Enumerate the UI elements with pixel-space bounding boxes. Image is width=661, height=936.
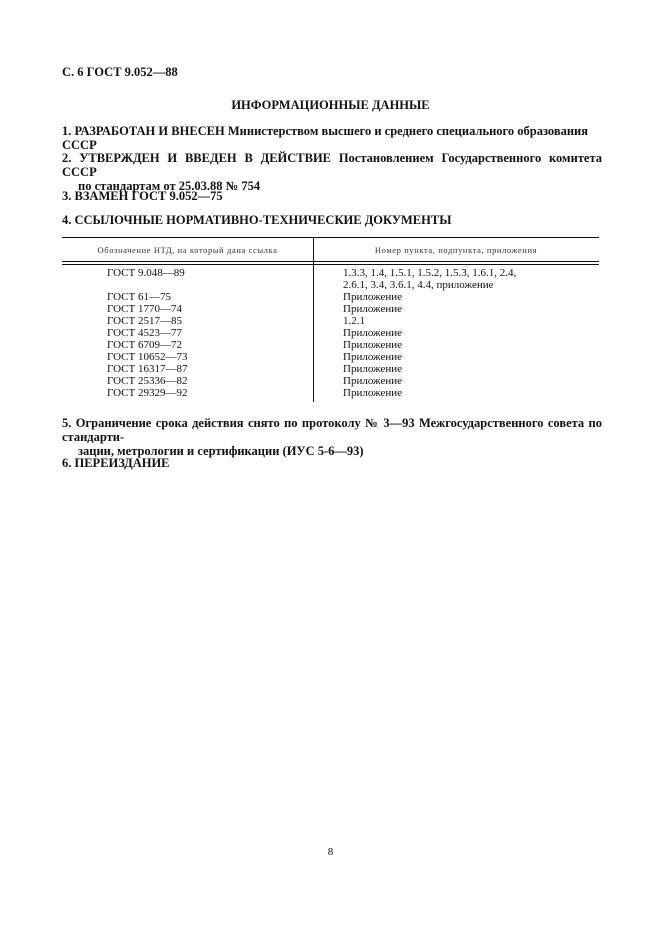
cell-clause-line1: 1.3.3, 1.4, 1.5.1, 1.5.2, 1.5.3, 1.6.1, 2.4, xyxy=(343,267,517,279)
table-top-rule xyxy=(62,237,599,238)
cell-document: ГОСТ 61—75 xyxy=(107,291,171,303)
table-row xyxy=(62,267,599,291)
cell-document: ГОСТ 6709—72 xyxy=(107,339,182,351)
cell-document: ГОСТ 1770—74 xyxy=(107,303,182,315)
table-row xyxy=(62,327,599,339)
item-text: ПЕРЕИЗДАНИЕ xyxy=(74,456,170,470)
item-6 xyxy=(62,456,602,470)
cell-document: ГОСТ 10652—73 xyxy=(107,351,188,363)
cell-document: ГОСТ 4523—77 xyxy=(107,327,182,339)
item-text: РАЗРАБОТАН И ВНЕСЕН Министерством высшего и среднего специального образования СССР xyxy=(62,124,589,152)
cell-clause xyxy=(313,267,599,291)
item-number: 1. xyxy=(62,124,72,138)
cell-clause: Приложение xyxy=(343,351,403,363)
table-row xyxy=(62,387,599,399)
item-text: УТВЕРЖДЕН И ВВЕДЕН В ДЕЙСТВИЕ Постановлением Государственного комитета СССР xyxy=(62,151,603,179)
cell-clause: Приложение xyxy=(343,339,403,351)
table-row xyxy=(62,375,599,387)
page-number: 8 xyxy=(327,846,334,858)
table-body xyxy=(62,267,599,399)
item-3 xyxy=(62,189,602,203)
cell-clause: Приложение xyxy=(343,303,403,315)
item-text: ВЗАМЕН ГОСТ 9.052—75 xyxy=(74,189,223,203)
cell-document: ГОСТ 16317—87 xyxy=(107,363,188,375)
item-text: ССЫЛОЧНЫЕ НОРМАТИВНО-ТЕХНИЧЕСКИЕ ДОКУМЕНТЫ xyxy=(74,213,452,227)
cell-clause-line2: 2.6.1, 3.4, 3.6.1, 4.4, приложение xyxy=(343,279,494,291)
item-text: Ограничение срока действия снято по протоколу № 3—93 Межгосударственного совета по стандарти- xyxy=(62,416,603,444)
cell-clause: Приложение xyxy=(343,327,403,339)
column-header-clause: Номер пункта, подпункта, приложения xyxy=(374,245,538,255)
table-row xyxy=(62,315,599,327)
cell-document: ГОСТ 29329—92 xyxy=(107,387,188,399)
table-header-double-rule xyxy=(62,261,599,265)
item-number: 6. xyxy=(62,456,72,470)
item-number: 5. xyxy=(62,416,72,430)
item-2 xyxy=(62,151,602,193)
cell-clause: 1.2.1 xyxy=(343,315,365,327)
cell-document: ГОСТ 25336—82 xyxy=(107,375,188,387)
item-number: 4. xyxy=(62,213,72,227)
item-4 xyxy=(62,213,602,227)
item-number: 3. xyxy=(62,189,72,203)
table-row xyxy=(62,351,599,363)
item-1 xyxy=(62,124,602,152)
table-row xyxy=(62,339,599,351)
cell-document: ГОСТ 2517—85 xyxy=(107,315,182,327)
cell-document: ГОСТ 9.048—89 xyxy=(107,267,185,279)
cell-clause: Приложение xyxy=(343,375,403,387)
column-header-document: Обозначение НТД, на который дана ссылка xyxy=(97,245,278,255)
item-text-continued: по стандартам от 25.03.88 № 754 xyxy=(78,179,261,193)
item-5 xyxy=(62,416,602,458)
cell-clause: Приложение xyxy=(343,387,403,399)
table-row xyxy=(62,291,599,303)
cell-clause: Приложение xyxy=(343,363,403,375)
section-title: ИНФОРМАЦИОННЫЕ ДАННЫЕ xyxy=(231,98,430,112)
running-head: С. 6 ГОСТ 9.052—88 xyxy=(62,65,178,79)
item-text-continued: зации, метрологии и сертификации (ИУС 5-6—93) xyxy=(78,444,364,458)
item-number: 2. xyxy=(62,151,72,165)
table-row xyxy=(62,363,599,375)
cell-clause: Приложение xyxy=(343,291,403,303)
table-row xyxy=(62,303,599,315)
